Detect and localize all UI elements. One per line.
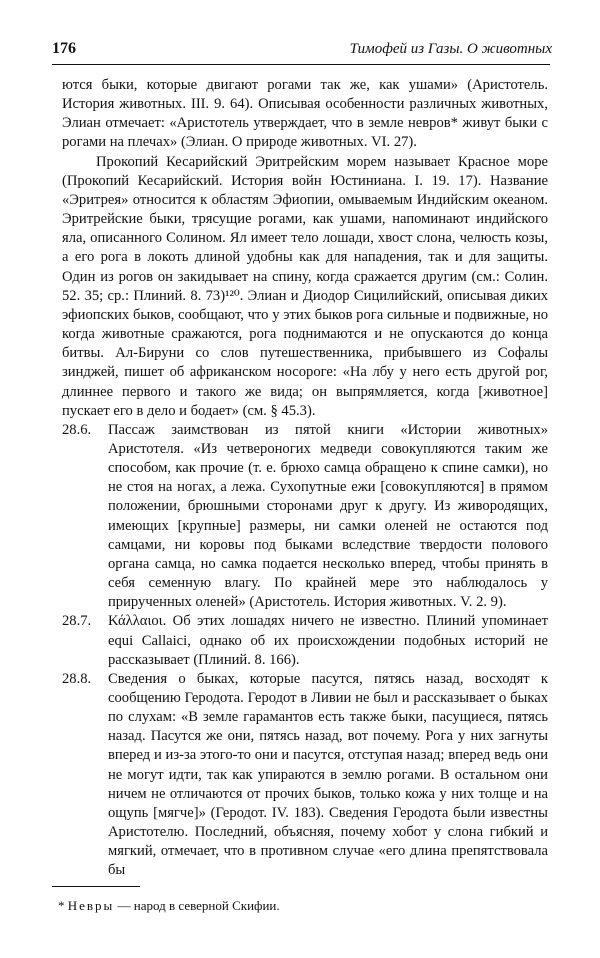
note-text: Κάλλαιοι. Об этих лошадях ничего не известно. Плиний упоминает equi Callaici, однако об их происхождении подобных историй не рассказывает (Плиний. 8. 166). bbox=[108, 613, 548, 668]
note-number: 28.6. bbox=[62, 421, 92, 438]
page-header bbox=[52, 40, 552, 58]
note-number: 28.7. bbox=[62, 613, 92, 630]
note-text: Сведения о быках, которые пасутся, пятясь назад, восходят к сообщению Геродота. Геродот в Ливии не был и рассказывает о быках по слухам: «В земле гарамантов есть также быки, пасущиеся, пятясь назад. Пасутся же они, пятясь назад, вот почему. Рога у них загнуты вперед и из-за этого-то они и пасутся, отступая назад; вперед ведь они не могут идти, так как упираются в землю рогами. В остальном они ничем не отличаются от прочих быков, только кожа у них толще и на ощупь [мягче]» (Геродот. IV. 183). Сведения Геродота были известны Аристотелю. Последний, объясняя, почему хобот у слона гибкий и мягкий, отмечает, что в противном случае «его длина препятствовала бы bbox=[108, 670, 548, 879]
page-body bbox=[62, 76, 548, 881]
footnote-term: Невры bbox=[67, 898, 115, 913]
paragraph-continuation: ются быки, которые двигают рогами так же, как ушами» (Аристотель. История животных. III. 9. 64). Описывая особенности различных животных, Элиан отмечает: «Аристотель утверждает, что в земле невров* живут быки с рогами на плечах» (Элиан. О природе животных. VI. 27). bbox=[62, 77, 548, 151]
page-number: 176 bbox=[52, 40, 76, 57]
note-28-7 bbox=[62, 612, 548, 669]
running-title: Тимофей из Газы. О животных bbox=[349, 41, 552, 57]
note-number: 28.8. bbox=[62, 670, 92, 687]
note-28-8 bbox=[62, 670, 548, 881]
footnote-text: — народ в северной Скифии. bbox=[117, 898, 280, 913]
footnote-rule bbox=[52, 886, 140, 887]
footnote bbox=[58, 898, 280, 914]
footnote-marker: * bbox=[58, 898, 65, 913]
note-28-6 bbox=[62, 421, 548, 613]
note-text: Пассаж заимствован из пятой книги «Истории животных» Аристотеля. «Из четвероногих медведи совокупляются таким же способом, как прочие (т. е. брюхо самца обращено к спине самки), но не стоя на ногах, а лежа. Сухопутные ежи [совокупляются] в прямом положении, брюшными сторонами друг к другу. Из живородящих, имеющих [крупные] размеры, ни самки оленей не остаются под самцами, ни коровы под быками вследствие твердости полового органа самца, но самка подается несколько вперед, чтобы принять в себя семенную влагу. По крайней мере это наблюдалось у прирученных оленей» (Аристотель. История животных. V. 2. 9). bbox=[108, 421, 548, 611]
header-rule bbox=[52, 64, 550, 65]
paragraph-procopius: Прокопий Кесарийский Эритрейским морем называет Красное море (Прокопий Кесарийский. История войн Юстиниана. I. 19. 17). Название «Эритрея» относится к областям Эфиопии, омываемым Индийским океаном. Эритрейские быки, трясущие рогами, как ушами, напоминают индийского яла, описанного Солином. Ял имеет тело лошади, хвост слона, челюсть козы, а его рога в локоть длиной удобны как для нападения, так и для защиты. Один из рогов он закидывает на спину, когда сражается другим (см.: Солин. 52. 35; ср.: Плиний. 8. 73)¹²⁰. Элиан и Диодор Сицилийский, описывая диких эфиопских быков, сообщают, что у этих быков рога сильные и подвижные, но когда животные сражаются, рога поднимаются и не опускаются до конца битвы. Ал-Бируни со слов путешественника, прибывшего из Софалы зинджей, пишет об африканском носороге: «На лбу у него есть другой рог, длиннее первого и такого же вида; он выпрямляется, когда [животное] пускает его в дело и бодает» (см. § 45.3). bbox=[62, 153, 548, 419]
